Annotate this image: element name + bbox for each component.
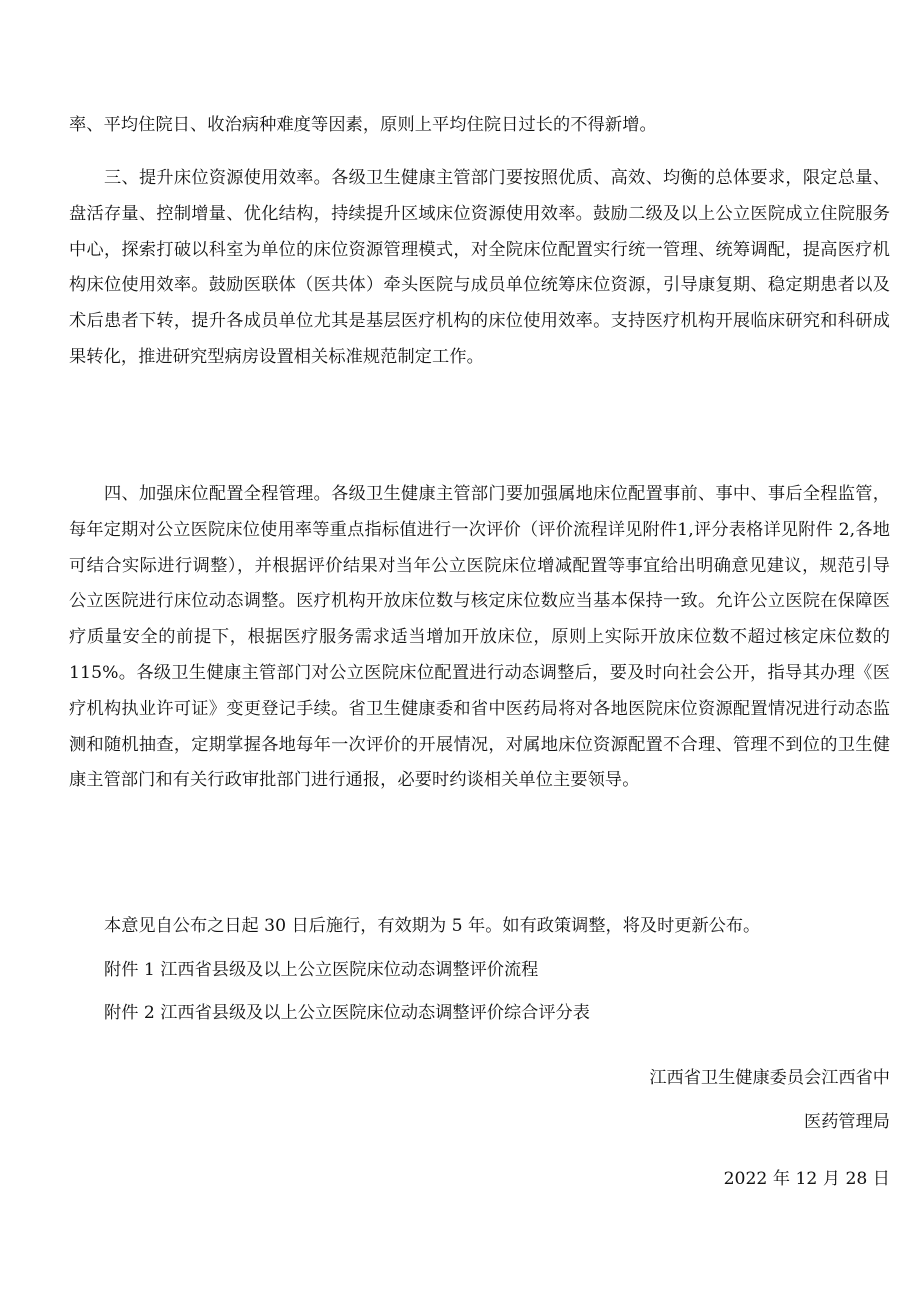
paragraph-continuation: 率、平均住院日、收治病种难度等因素，原则上平均住院日过长的不得新增。 xyxy=(69,115,657,135)
paragraph-bed-efficiency: 三、提升床位资源使用效率。各级卫生健康主管部门要按照优质、高效、均衡的总体要求，限定总量、盘活存量、控制增量、优化结构，持续提升区域床位资源使用效率。鼓励二级及以上公立医院成立住院服务中心，探索打破以科室为单位的床位资源管理模式，对全院床位配置实行统一管理、统筹调配，提高医疗机构床位使用效率。鼓励医联体（医共体）牵头医院与成员单位统筹床位资源，引导康复期、稳定期患者以及术后患者下转，提升各成员单位尤其是基层医疗机构的床位使用效率。支持医疗机构开展临床研究和科研成果转化，推进研究型病房设置相关标准规范制定工作。 xyxy=(69,168,890,367)
issuer-line-1: 江西省卫生健康委员会江西省中 xyxy=(649,1068,890,1088)
paragraph-bed-management: 四、加强床位配置全程管理。各级卫生健康主管部门要加强属地床位配置事前、事中、事后全程监管，每年定期对公立医院床位使用率等重点指标值进行一次评价（评价流程详见附件1,评分表格详见附件 2,各地可结合实际进行调整），并根据评价结果对当年公立医院床位增减配置等事宜给出明确意见建议，规范引导公立医院进行床位动态调整。医疗机构开放床位数与核定床位数应当基本保持一致。允许公立医院在保障医疗质量安全的前提下，根据医疗服务需求适当增加开放床位，原则上实际开放床位数不超过核定床位数的 115%。各级卫生健康主管部门对公立医院床位配置进行动态调整后，要及时向社会公开，指导其办理《医疗机构执业许可证》变更登记手续。省卫生健康委和省中医药局将对各地医院床位资源配置情况进行动态监测和随机抽查，定期掌握各地每年一次评价的开展情况，对属地床位资源配置不合理、管理不到位的卫生健康主管部门和有关行政审批部门进行通报，必要时约谈相关单位主要领导。 xyxy=(69,484,890,791)
attachment-2: 附件 2 江西省县级及以上公立医院床位动态调整评价综合评分表 xyxy=(104,1003,590,1023)
paragraph-effective-date: 本意见自公布之日起 30 日后施行，有效期为 5 年。如有政策调整，将及时更新公布。 xyxy=(104,916,761,936)
attachment-1: 附件 1 江西省县级及以上公立医院床位动态调整评价流程 xyxy=(104,960,539,980)
issue-date: 2022 年 12 月 28 日 xyxy=(723,1169,890,1189)
issuer-line-2: 医药管理局 xyxy=(804,1112,890,1132)
